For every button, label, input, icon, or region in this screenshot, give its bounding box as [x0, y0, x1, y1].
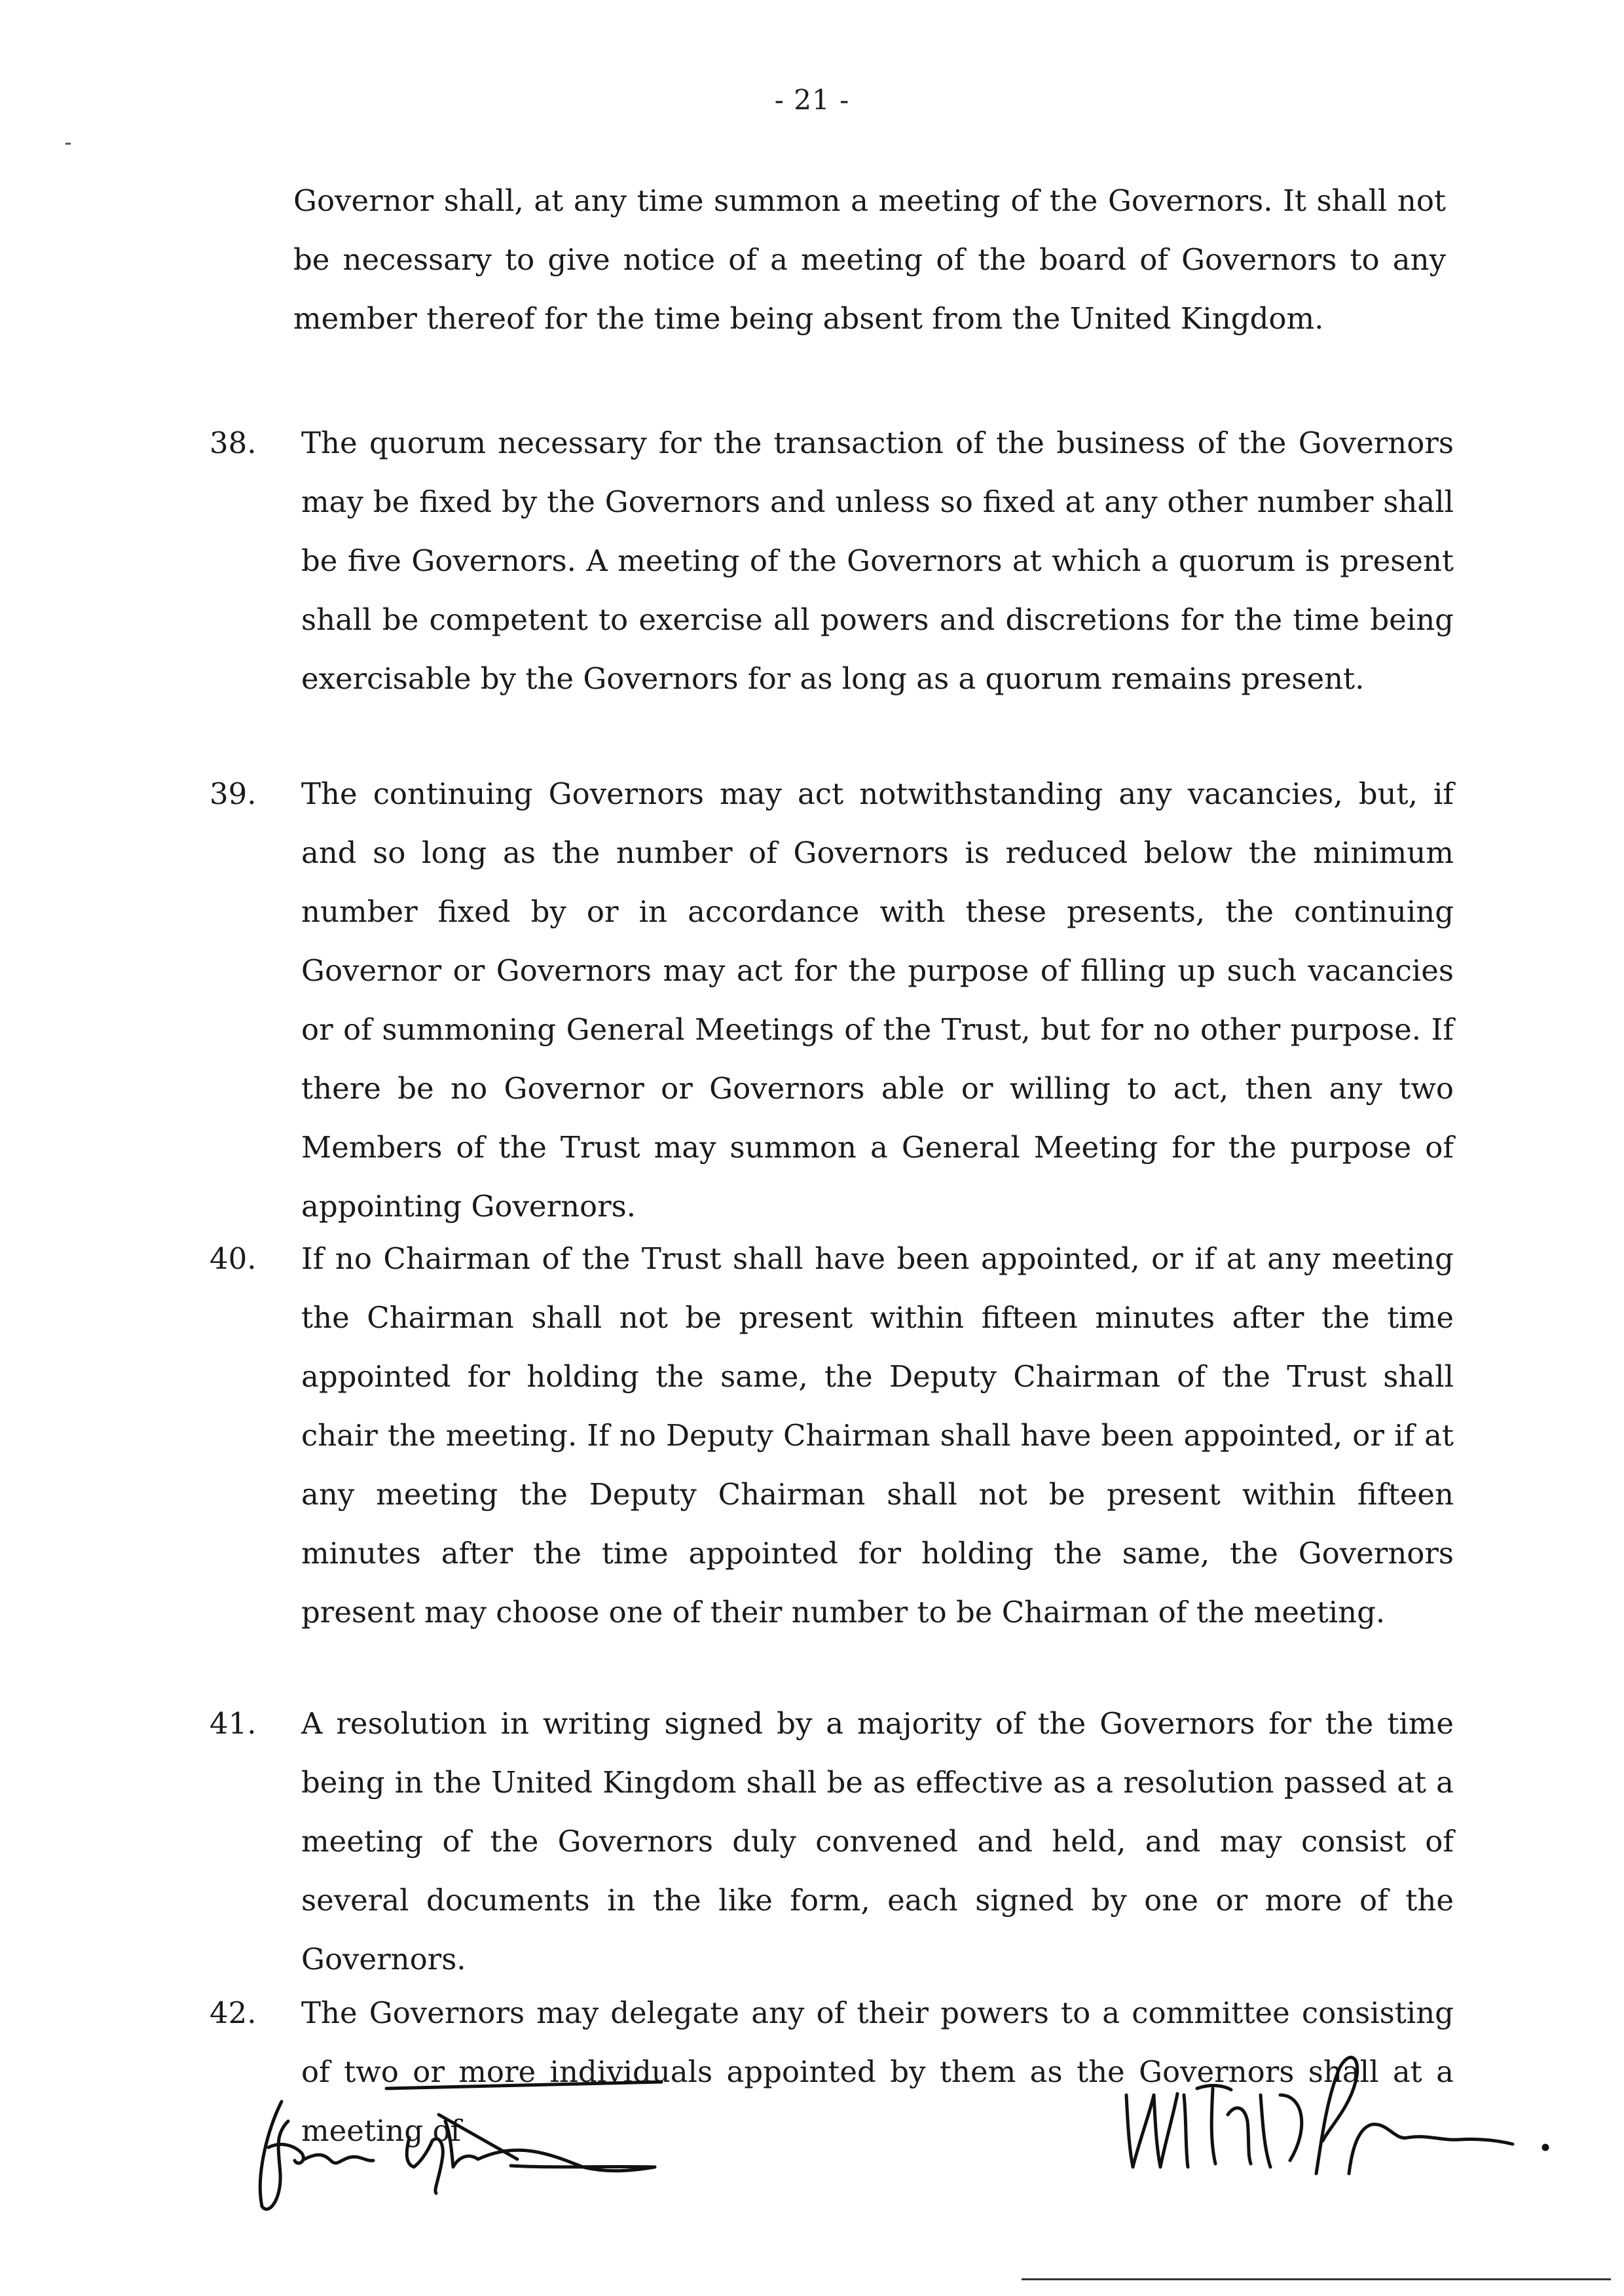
clause-number: 38.: [210, 426, 257, 460]
clause-text: If no Chairman of the Trust shall have been appointed, or if at any meeting the Chairman shall not be present within fifteen minutes after the time appointed for holding the same, the Deputy Chairman of the Trust shall chair the meeting. If no Deputy Chairman shall have been appointed, or if at any meeting the Deputy Chairman shall not be present within fifteen minutes after the time appointed for holding the same, the Governors present may choose one of their number to be Chairman of the meeting.: [301, 1241, 1454, 1630]
clause-number: 41.: [210, 1706, 257, 1741]
clause-number: 42.: [210, 1995, 257, 2030]
clause-number: 39.: [210, 776, 257, 811]
clause-text: The quorum necessary for the transaction of the business of the Governors may be fixed by the Governors and unless so fixed at any other number shall be five Governors. A meeting of the Governors at which a quorum is present shall be competent to exercise all powers and discretions for the time being exercisable by the Governors for as long as a quorum remains present.: [301, 426, 1454, 696]
clause-text: A resolution in writing signed by a majority of the Governors for the time being in the United Kingdom shall be as effective as a resolution passed at a meeting of the Governors duly convened and held, and may consist of several documents in the like form, each signed by one or more of the Governors.: [301, 1706, 1454, 1977]
continuation-paragraph: Governor shall, at any time summon a meeting of the Governors. It shall not be necessary to give notice of a meeting of the board of Governors to any member thereof for the time being absent from the United Kingdom.: [293, 183, 1446, 336]
bottom-rule: [1022, 2278, 1611, 2280]
clause-text: The continuing Governors may act notwithstanding any vacancies, but, if and so long as the number of Governors is reduced below the minimum number fixed by or in accordance with these presents, the continuing Governor or Governors may act for the purpose of filling up such vacancies or of summoning General Meetings of the Trust, but for no other purpose. If there be no Governor or Governors able or willing to act, then any two Members of the Trust may summon a General Meeting for the purpose of appointing Governors.: [301, 776, 1454, 1224]
scan-speck: [65, 143, 71, 145]
page-number: - 21 -: [774, 84, 850, 116]
signature-left: [242, 2075, 714, 2219]
clause-number: 40.: [210, 1241, 257, 1276]
clause-text: The Governors may delegate any of their powers to a committee consisting of two or more individuals appointed by them as the Governors shall at a meeting of: [301, 1995, 1454, 2148]
signature-right: [1113, 2043, 1611, 2200]
